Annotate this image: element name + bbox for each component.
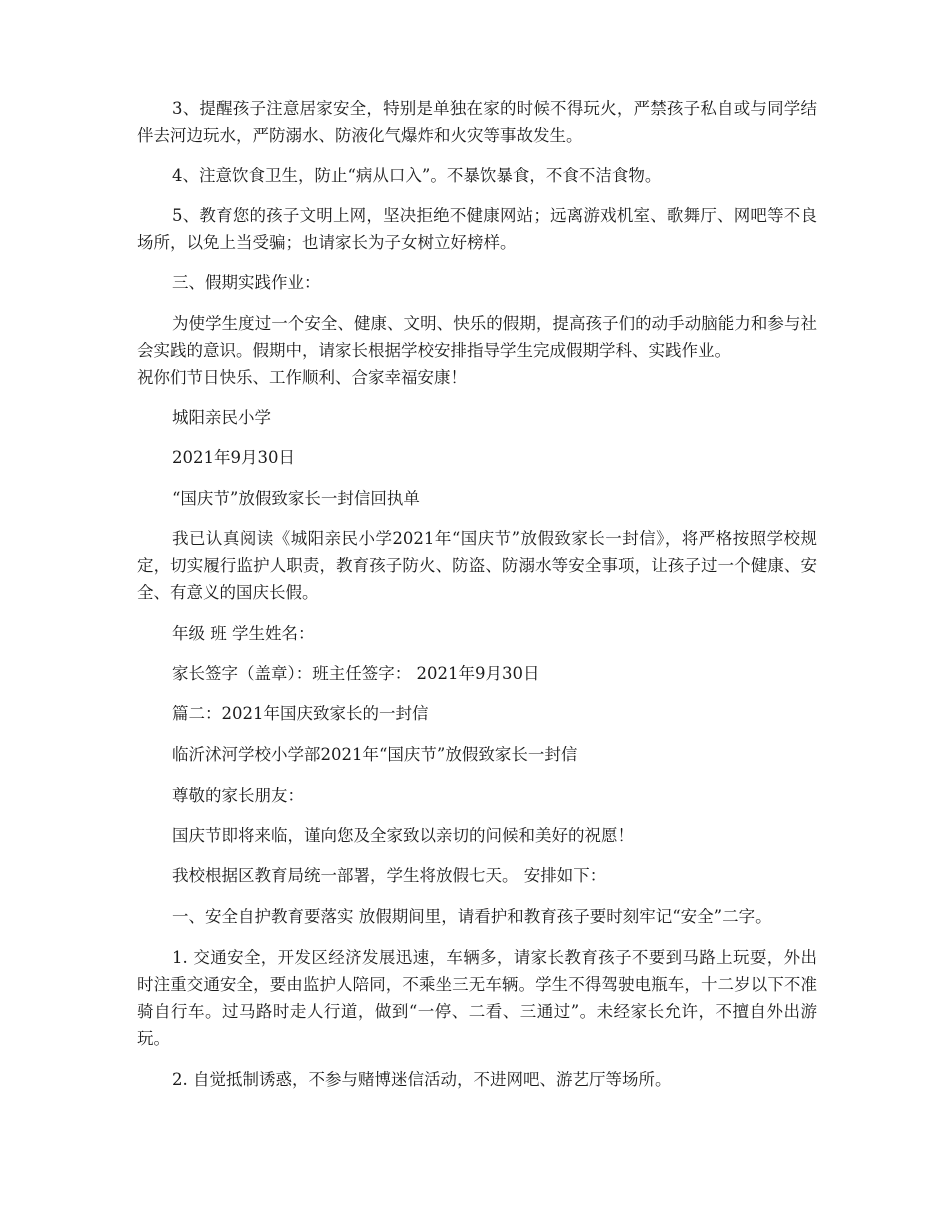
chapter-two-title: 篇二：2021年国庆致家长的一封信 <box>172 704 429 723</box>
letter-title-linyi: 临沂沭河学校小学部2021年“国庆节”放假致家长一封信 <box>172 745 578 764</box>
paragraph-practice-homework: 为使学生度过一个安全、健康、文明、快乐的假期，提高孩子们的动手动脑能力和参与社会实践的意识。假期中，请家长根据学校安排指导学生完成假期学科、实践作业。 <box>137 314 817 360</box>
school-signature: 城阳亲民小学 <box>172 408 271 427</box>
paragraph-receipt-statement: 我已认真阅读《城阳亲民小学2021年“国庆节”放假致家长一封信》，将严格按照学校规定，切实履行监护人职责，教育孩子防火、防盗、防溺水等安全事项，让孩子过一个健康、安全、有意义的国庆长假。 <box>137 529 817 602</box>
paragraph-holiday-arrangement: 我校根据区教育局统一部署，学生将放假七天。 安排如下： <box>172 866 607 885</box>
section-heading-practice-homework: 三、假期实践作业： <box>172 273 321 292</box>
paragraph-holiday-wishes: 祝你们节日快乐、工作顺利、合家幸福安康！ <box>137 368 467 387</box>
paragraph-traffic-safety: 1. 交通安全，开发区经济发展迅速，车辆多，请家长教育孩子不要到马路上玩耍，外出时注重交通安全，要由监护人陪同，不乘坐三无车辆。学生不得驾驶电瓶车，十二岁以下不准骑自行车。过马路时走人行道，做到“一停、二看、三通过”。未经家长允许，不擅自外出游玩。 <box>137 948 817 1048</box>
paragraph-food-hygiene: 4、注意饮食卫生，防止“病从口入”。不暴饮暴食，不食不洁食物。 <box>172 166 662 185</box>
section-heading-self-protection: 一、安全自护教育要落实 放假期间里，请看护和教育孩子要时刻牢记“安全”二字。 <box>172 907 772 926</box>
paragraph-safety-at-home: 3、提醒孩子注意居家安全，特别是单独在家的时候不得玩火，严禁孩子私自或与同学结伴去河边玩水，严防溺水、防液化气爆炸和火灾等事故发生。 <box>137 99 817 145</box>
receipt-title: “国庆节”放假致家长一封信回执单 <box>172 489 420 508</box>
paragraph-resist-temptation: 2. 自觉抵制诱惑，不参与赌博迷信活动，不进网吧、游艺厅等场所。 <box>172 1070 672 1089</box>
greeting-line: 尊敬的家长朋友： <box>172 786 304 805</box>
paragraph-internet-safety: 5、教育您的孩子文明上网，坚决拒绝不健康网站；远离游戏机室、歌舞厅、网吧等不良场所，以免上当受骗；也请家长为子女树立好榜样。 <box>137 206 817 252</box>
letter-date: 2021年9月30日 <box>172 448 295 467</box>
receipt-signature-line: 家长签字（盖章）：班主任签字： 2021年9月30日 <box>172 664 540 683</box>
receipt-student-line: 年级 班 学生姓名： <box>172 624 315 643</box>
paragraph-holiday-greeting: 国庆节即将来临，谨向您及全家致以亲切的问候和美好的祝愿！ <box>172 826 634 845</box>
